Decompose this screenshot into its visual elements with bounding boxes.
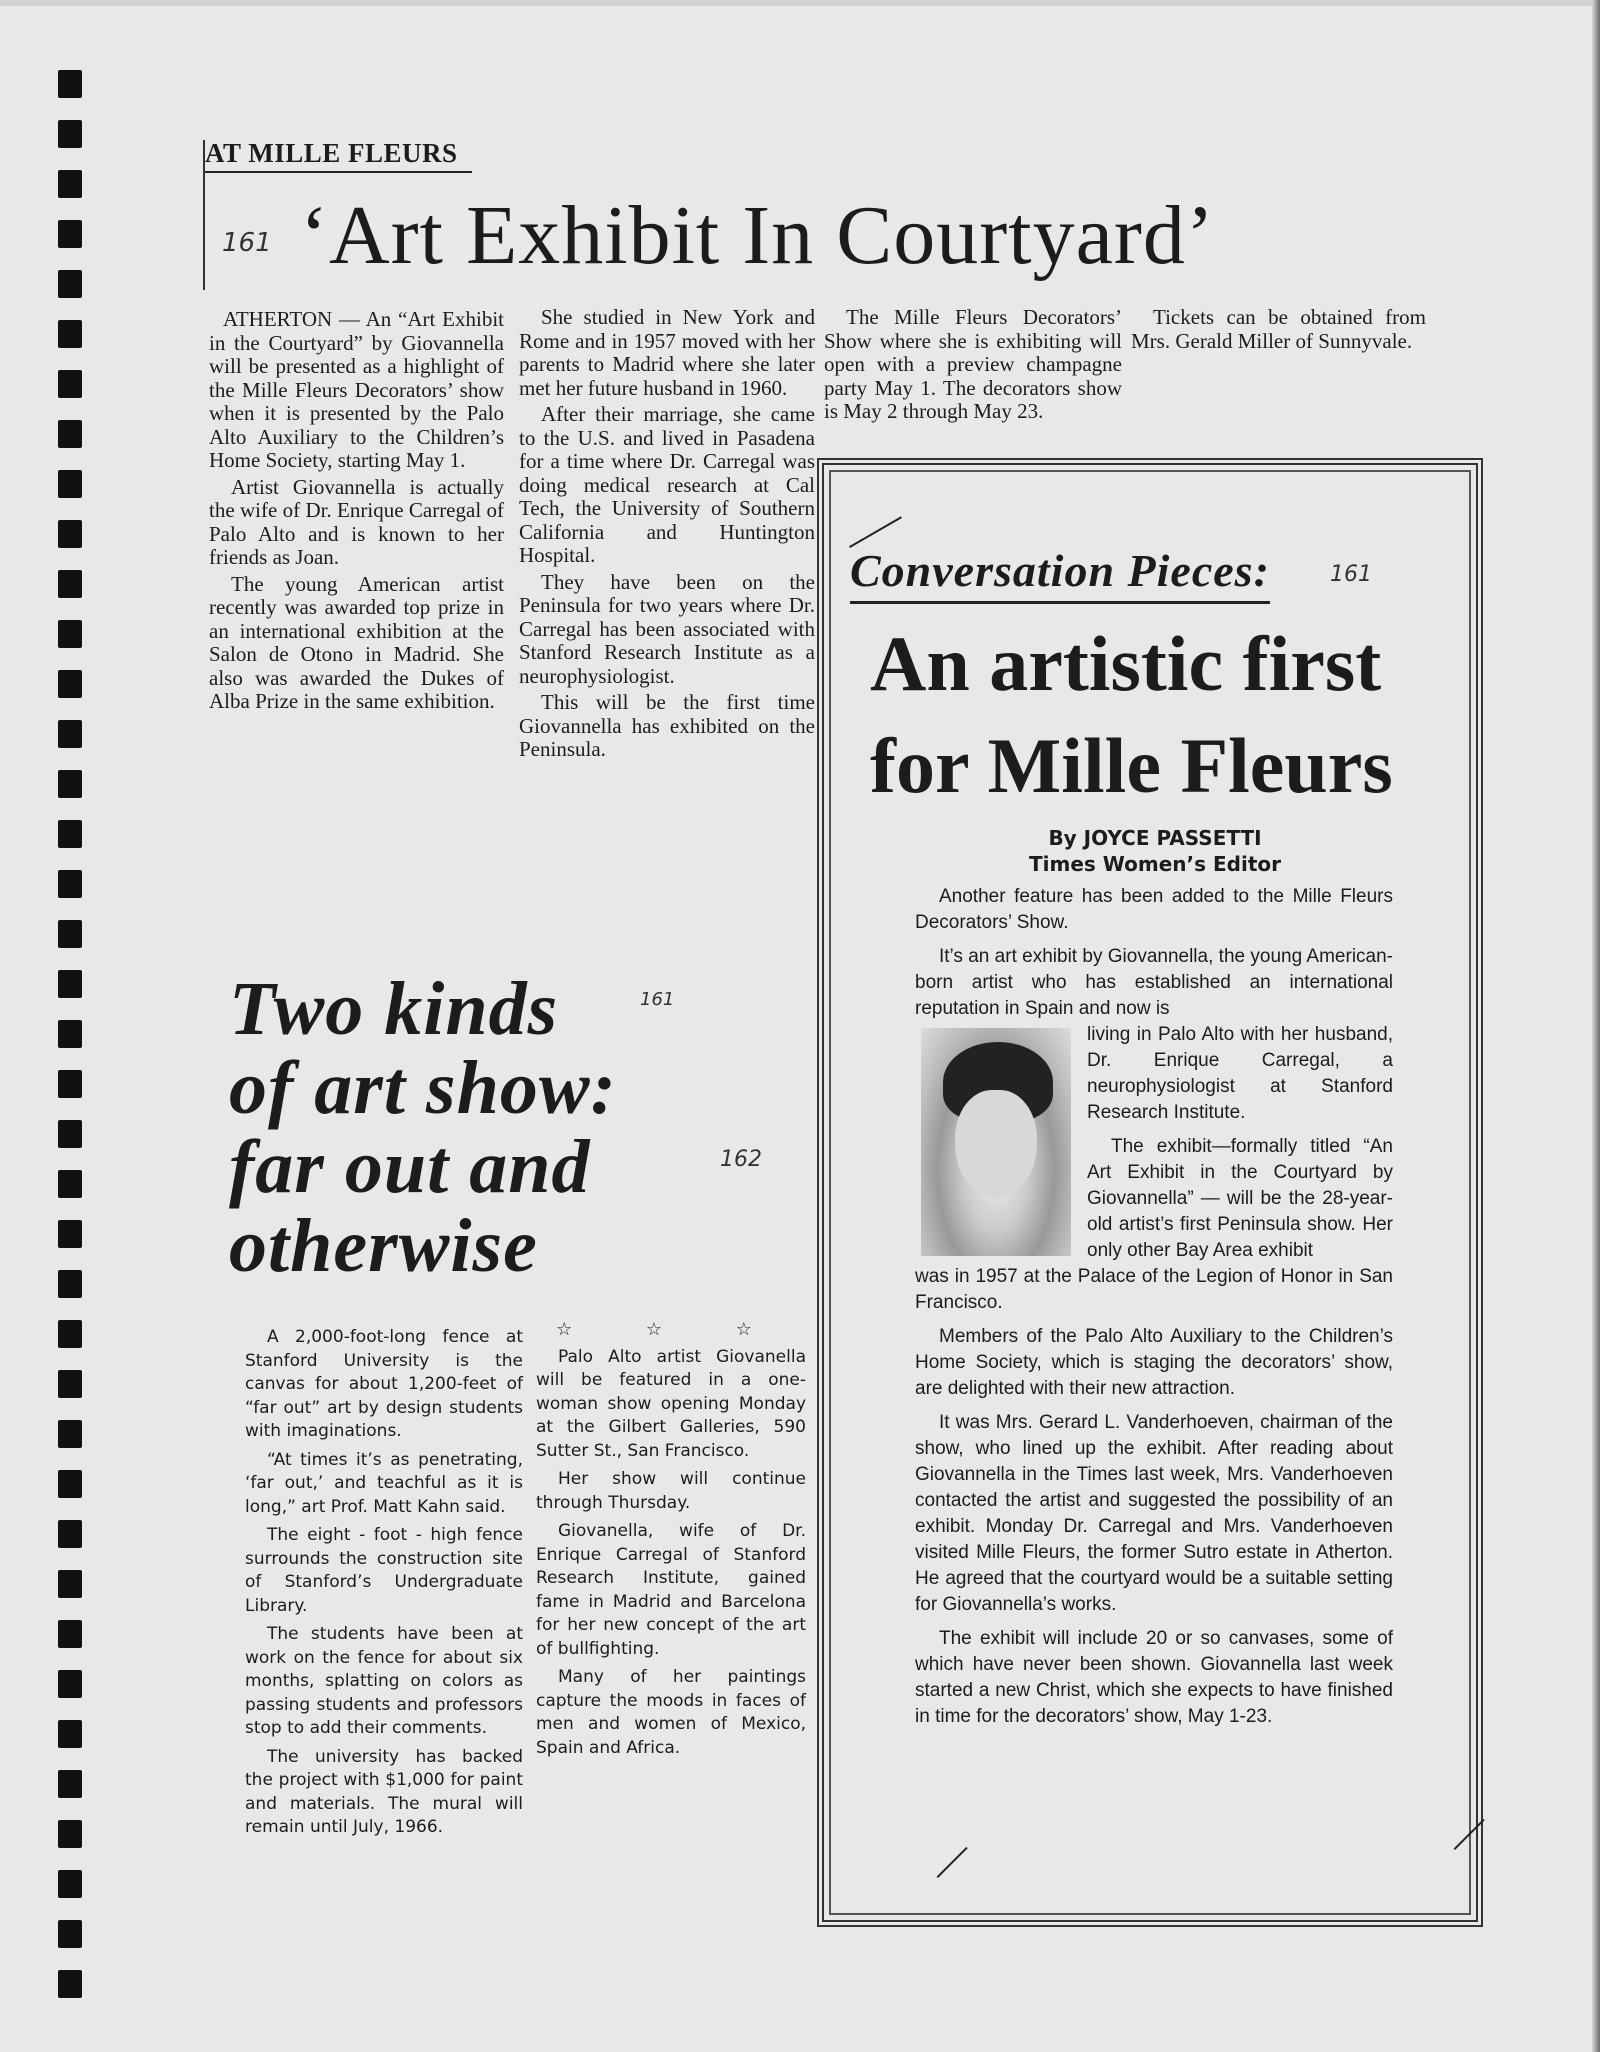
binding-hole [58,820,82,848]
headline-line: otherwise [229,1204,538,1288]
paragraph: Artist Giovannella is actually the wife of Dr. Enrique Carregal of Palo Alto and is known to her friends as Joan. [209,474,504,569]
handwritten-mark: 161 [222,228,272,258]
binding-hole [58,1370,82,1398]
binding-hole [58,320,82,348]
byline-title: Times Women’s Editor [1029,852,1281,876]
article2-headline-line1: An artistic first [870,620,1382,707]
binding-hole [58,1870,82,1898]
binding-hole [58,420,82,448]
binding-hole [58,520,82,548]
article1-kicker: AT MILLE FLEURS [205,138,472,173]
artist-portrait-photo [921,1028,1071,1256]
paragraph: Palo Alto artist Giovanella will be featured in a one-woman show opening Monday at the Gilbert Galleries, 590 Sutter St., San Francisco. [536,1346,806,1461]
article2-headline-line2: for Mille Fleurs [870,722,1393,809]
binding-hole [58,970,82,998]
paragraph: “At times it’s as penetrating, ‘far out,’ and teachful as it is long,” art Prof. Matt Kahn said. [245,1449,523,1517]
binding-hole [58,120,82,148]
paragraph: Her show will continue through Thursday. [536,1469,806,1513]
paragraph: Tickets can be obtained from Mrs. Gerald Miller of Sunnyvale. [1131,305,1426,353]
paragraph: Many of her paintings capture the moods in faces of men and women of Mexico, Spain and Africa. [536,1667,806,1758]
binding-hole [58,1520,82,1548]
article2-kicker: Conversation Pieces: [850,545,1270,604]
paragraph: She studied in New York and Rome and in 1957 moved with her parents to Madrid where she later met her future husband in 1960. [519,305,815,400]
binding-hole [58,220,82,248]
binding-hole [58,1920,82,1948]
binding-hole [58,920,82,948]
paragraph: ATHERTON — An “Art Exhibit in the Courtyard” by Giovannella will be presented as a highlight of the Mille Fleurs Decorators’ show when it is presented by the Palo Alto Auxiliary to the Children’s Home Society, starting May 1. [209,307,504,472]
handwritten-mark: 162 [720,1147,762,1172]
binding-hole [58,1770,82,1798]
binding-hole [58,1120,82,1148]
binding-hole [58,1220,82,1248]
binding-hole [58,1670,82,1698]
star-separator: ☆ ☆ ☆ [556,1319,786,1340]
paragraph: living in Palo Alto with her husband, Dr. Enrique Carregal, a neurophysiologist at Stanford Research Institute. [1087,1024,1393,1123]
binding-hole [58,620,82,648]
paragraph: The exhibit will include 20 or so canvases, some of which have never been shown. Giovannella last week started a new Christ, which she expects to have finished in time for the decorators’ show, May 1-23. [915,1628,1393,1727]
article3-column-2 [536,1318,806,1765]
binding-hole [58,1620,82,1648]
byline: By JOYCE PASSETTI [1048,826,1262,850]
article3-headline [229,967,617,1288]
article1-column-3 [824,306,1122,427]
binding-holes [58,70,84,2020]
binding-hole [58,170,82,198]
photo-face [955,1090,1037,1198]
binding-hole [58,1270,82,1298]
headline-line: Two kinds [229,967,559,1051]
scan-edge-right [1592,0,1600,2052]
paragraph: This will be the first time Giovannella has exhibited on the Peninsula. [519,690,815,761]
paragraph: The Mille Fleurs Decorators’ Show where she is exhibiting will open with a preview champagne party May 1. The decorators show is May 2 through May 23. [824,305,1122,423]
binding-hole [58,1470,82,1498]
paragraph: The eight - foot - high fence surrounds the construction site of Stanford’s Undergraduate Library. [245,1525,523,1616]
paragraph: was in 1957 at the Palace of the Legion of Honor in San Francisco. [915,1266,1393,1313]
paragraph: Another feature has been added to the Mille Fleurs Decorators’ Show. [915,886,1393,933]
binding-hole [58,1020,82,1048]
paragraph: The students have been at work on the fence for about six months, splatting on colors as passing students and professors stop to add their comments. [245,1624,523,1738]
binding-hole [58,870,82,898]
binding-hole [58,370,82,398]
binding-hole [58,470,82,498]
binding-hole [58,1720,82,1748]
binding-hole [58,1070,82,1098]
article1-column-2 [519,306,815,765]
article1-column-4 [1131,306,1426,356]
article3-column-1 [245,1326,523,1845]
paragraph: It’s an art exhibit by Giovannella, the young American-born artist who has established an international reputation in Spain and now is [915,946,1393,1019]
headline-line: far out and [229,1125,591,1209]
binding-hole [58,770,82,798]
paragraph: They have been on the Peninsula for two years where Dr. Carregal has been associated with Stanford Research Institute as a neurophysiologist. [519,569,815,688]
article2-body [915,884,1393,1738]
binding-hole [58,1820,82,1848]
paragraph: The exhibit—formally titled “An Art Exhibit in the Courtyard by Giovannella” — will be the 28-year-old artist’s first Peninsula show. Her only other Bay Area exhibit [1087,1136,1393,1261]
binding-hole [58,1970,82,1998]
binding-hole [58,70,82,98]
article1-column-1 [209,308,504,717]
article1-headline: ‘Art Exhibit In Courtyard’ [300,189,1215,282]
paragraph: A 2,000-foot-long fence at Stanford University is the canvas for about 1,200-feet of “far out” art by design students with imaginations. [245,1327,523,1441]
binding-hole [58,1570,82,1598]
binding-hole [58,570,82,598]
paragraph: After their marriage, she came to the U.S. and lived in Pasadena for a time where Dr. Carregal was doing medical research at Cal Tech, the University of Southern California and Huntington Hospital. [519,402,815,567]
binding-hole [58,1320,82,1348]
binding-hole [58,1170,82,1198]
binding-hole [58,1420,82,1448]
paragraph: It was Mrs. Gerard L. Vanderhoeven, chairman of the show, who lined up the exhibit. After reading about Giovannella in the Times last week, Mrs. Vanderhoeven contacted the artist and suggested the possibility of an exhibit. Monday Dr. Carregal and Mrs. Vanderhoeven visited Mille Fleurs, the former Sutro estate in Atherton. He agreed that the courtyard would be a suitable setting for Giovannella’s works. [915,1412,1393,1615]
paragraph: Giovanella, wife of Dr. Enrique Carregal of Stanford Research Institute, gained fame in Madrid and Barcelona for her new concept of the art of bullfighting. [536,1521,806,1659]
paragraph: The university has backed the project with $1,000 for paint and materials. The mural will remain until July, 1966. [245,1746,523,1837]
headline-line: of art show: [229,1046,617,1130]
binding-hole [58,670,82,698]
handwritten-mark: 161 [640,989,675,1010]
handwritten-mark: 161 [1330,562,1372,587]
paragraph: The young American artist recently was awarded top prize in an international exhibition at the Salon de Otono in Madrid. She also was awarded the Dukes of Alba Prize in the same exhibition. [209,571,504,713]
scan-edge-top [0,0,1600,6]
paragraph: Members of the Palo Alto Auxiliary to the Children’s Home Society, which is staging the decorators’ show, are delighted with their new attraction. [915,1326,1393,1399]
binding-hole [58,270,82,298]
binding-hole [58,720,82,748]
